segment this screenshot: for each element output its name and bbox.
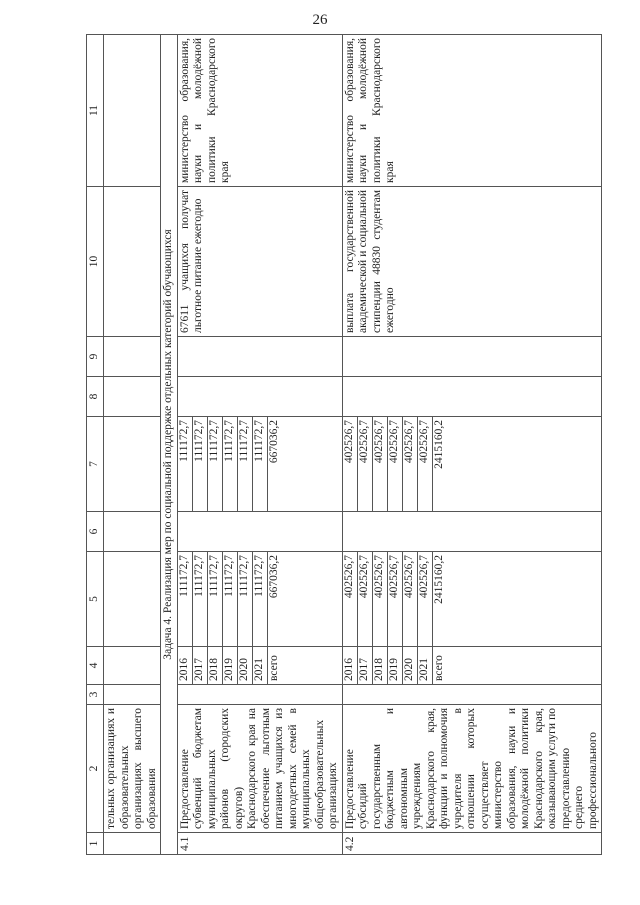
amounts-regional (343, 417, 447, 511)
amount: 402526,7 (387, 552, 402, 646)
amount: 402526,7 (417, 417, 432, 511)
amount: 111172,7 (222, 552, 237, 646)
amount: 111172,7 (192, 417, 207, 511)
expected-result: 67611 учащихся получат льготное питание ежегодно (177, 187, 342, 337)
amounts-regional (178, 417, 282, 511)
measure-description: Предоставление субвенций бюджетам муниципальных районов (городских округов) Краснодарского края на обеспечение льготным питанием учащихся из многодетных семей в муниципальных общеобразовательных организациях (177, 705, 342, 833)
col-num-5: 5 (87, 552, 104, 647)
amount-total: 667036,2 (267, 420, 280, 464)
amount: 402526,7 (343, 417, 358, 511)
year: 2017 (192, 647, 207, 684)
amount: 402526,7 (402, 417, 417, 511)
col-num-9: 9 (87, 337, 104, 377)
amount: 111172,7 (252, 417, 267, 511)
amount: 111172,7 (192, 552, 207, 646)
expected-result: выплата государственной академической и социальной стипендии 48830 студентам ежегодно (342, 187, 602, 337)
col-num-3: 3 (87, 685, 104, 705)
year: 2021 (417, 647, 432, 684)
amount: 402526,7 (343, 552, 358, 646)
col-num-1: 1 (87, 833, 104, 855)
page-number: 26 (312, 12, 328, 28)
row-id: 4.2 (342, 833, 602, 855)
amounts-total (343, 552, 447, 646)
year: 2019 (387, 647, 402, 684)
executor: министерство образования, науки и молодёжной политики Краснодарского края (177, 35, 342, 187)
row-id: 4.1 (177, 833, 342, 855)
amount: 402526,7 (357, 417, 372, 511)
amount: 402526,7 (417, 552, 432, 646)
year-total: всего (267, 655, 280, 681)
col-num-7: 7 (87, 417, 104, 512)
year: 2018 (372, 647, 387, 684)
amount: 402526,7 (387, 417, 402, 511)
amount: 402526,7 (372, 417, 387, 511)
year: 2016 (178, 647, 193, 684)
amount: 111172,7 (237, 417, 252, 511)
executor: министерство образования, науки и молодёжной политики Краснодарского края (342, 35, 602, 187)
amount: 111172,7 (237, 552, 252, 646)
col-num-10: 10 (87, 187, 104, 337)
col-num-11: 11 (87, 35, 104, 187)
amount-total: 2415160,2 (432, 420, 445, 469)
amount: 111172,7 (207, 417, 222, 511)
task-title: Задача 4. Реализация мер по социальной поддержке отдельных категорий обучающихся (161, 35, 178, 855)
years-list (178, 647, 282, 684)
task-row (161, 35, 178, 855)
col-num-6: 6 (87, 512, 104, 552)
amount: 402526,7 (372, 552, 387, 646)
amounts-total (178, 552, 282, 646)
year: 2016 (343, 647, 358, 684)
years-list (343, 647, 447, 684)
amount: 111172,7 (207, 552, 222, 646)
amount-total: 2415160,2 (432, 555, 445, 604)
year: 2018 (207, 647, 222, 684)
amount-total: 667036,2 (267, 555, 280, 599)
year: 2017 (357, 647, 372, 684)
measure-description: Предоставление субсидий государственным бюджетным и автономным учреждениям Краснодарского края, функции и полномочия учредителя в отношении которых осуществляет министерство образования, науки и молодёжной политики Краснодарского края, оказывающим услуги по предоставлению среднего профессионального (342, 705, 602, 833)
year: 2020 (237, 647, 252, 684)
amount: 111172,7 (252, 552, 267, 646)
column-numbers-row (87, 35, 104, 855)
amount: 402526,7 (402, 552, 417, 646)
amount: 111172,7 (178, 417, 193, 511)
col-num-8: 8 (87, 377, 104, 417)
year: 2020 (402, 647, 417, 684)
amount: 111172,7 (222, 417, 237, 511)
measure-row (342, 35, 602, 855)
amount: 111172,7 (178, 552, 193, 646)
col-num-4: 4 (87, 647, 104, 685)
measure-row (177, 35, 342, 855)
col-num-2: 2 (87, 705, 104, 833)
measures-table (86, 34, 602, 855)
continuation-row (104, 35, 161, 855)
rotated-table-page (86, 35, 616, 855)
year: 2019 (222, 647, 237, 684)
year-total: всего (432, 655, 445, 681)
amount: 402526,7 (357, 552, 372, 646)
continuation-text: тельных организациях и образовательных организациях высшего образования (104, 705, 161, 833)
year: 2021 (252, 647, 267, 684)
